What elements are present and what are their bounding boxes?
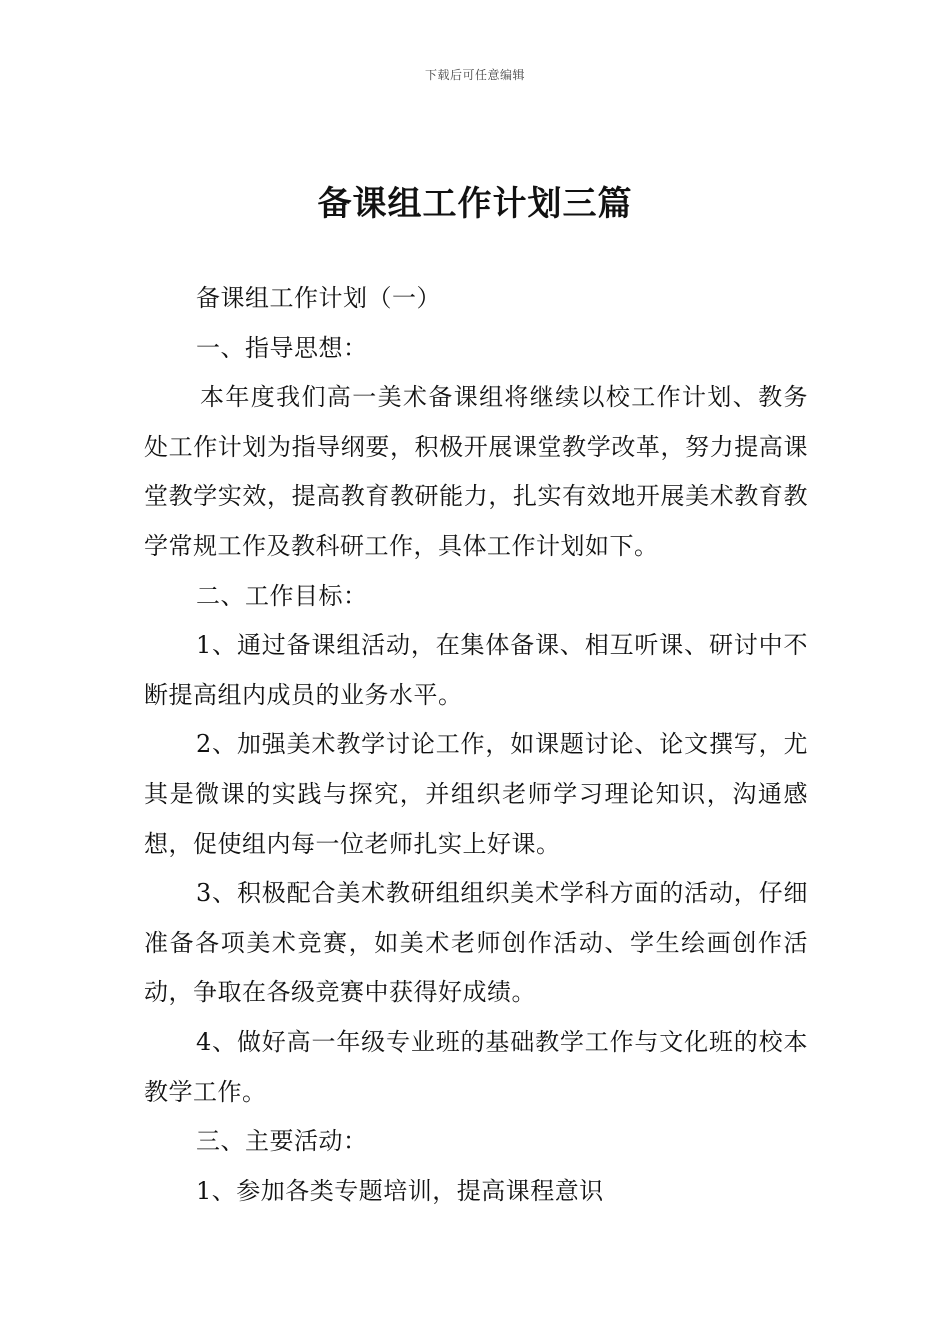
header-note: 下载后可任意编辑	[424, 68, 525, 82]
paragraph-goal-2: 2、加强美术教学讨论工作，如课题讨论、论文撰写，尤其是微课的实践与探究，并组织老师学习理论知识，沟通感想，促使组内每一位老师扎实上好课。	[144, 730, 808, 858]
section-heading-work-goals: 二、工作目标：	[196, 581, 368, 610]
paragraph-activity-1: 1、参加各类专题培训，提高课程意识	[196, 1176, 604, 1205]
paragraph-goal-1: 1、通过备课组活动，在集体备课、相互听课、研讨中不断提高组内成员的业务水平。	[144, 631, 808, 709]
section-heading-plan-one: 备课组工作计划（一）	[196, 284, 441, 312]
section-heading-main-activities: 三、主要活动：	[196, 1127, 368, 1156]
paragraph-guiding-ideology: 本年度我们高一美术备课组将继续以校工作计划、教务处工作计划为指导纲要，积极开展课堂教学改革，努力提高课堂教学实效，提高教育教研能力，扎实有效地开展美术教育教学常规工作及教科研工作，具体工作计划如下。	[144, 383, 808, 560]
paragraph-goal-3: 3、积极配合美术教研组组织美术学科方面的活动，仔细准备各项美术竞赛，如美术老师创作活动、学生绘画创作活动，争取在各级竞赛中获得好成绩。	[144, 879, 808, 1007]
document-title: 备课组工作计划三篇	[317, 184, 633, 224]
paragraph-goal-4: 4、做好高一年级专业班的基础教学工作与文化班的校本教学工作。	[144, 1027, 808, 1106]
document-body	[144, 274, 808, 1216]
section-heading-guiding-ideology: 一、指导思想：	[196, 333, 368, 362]
